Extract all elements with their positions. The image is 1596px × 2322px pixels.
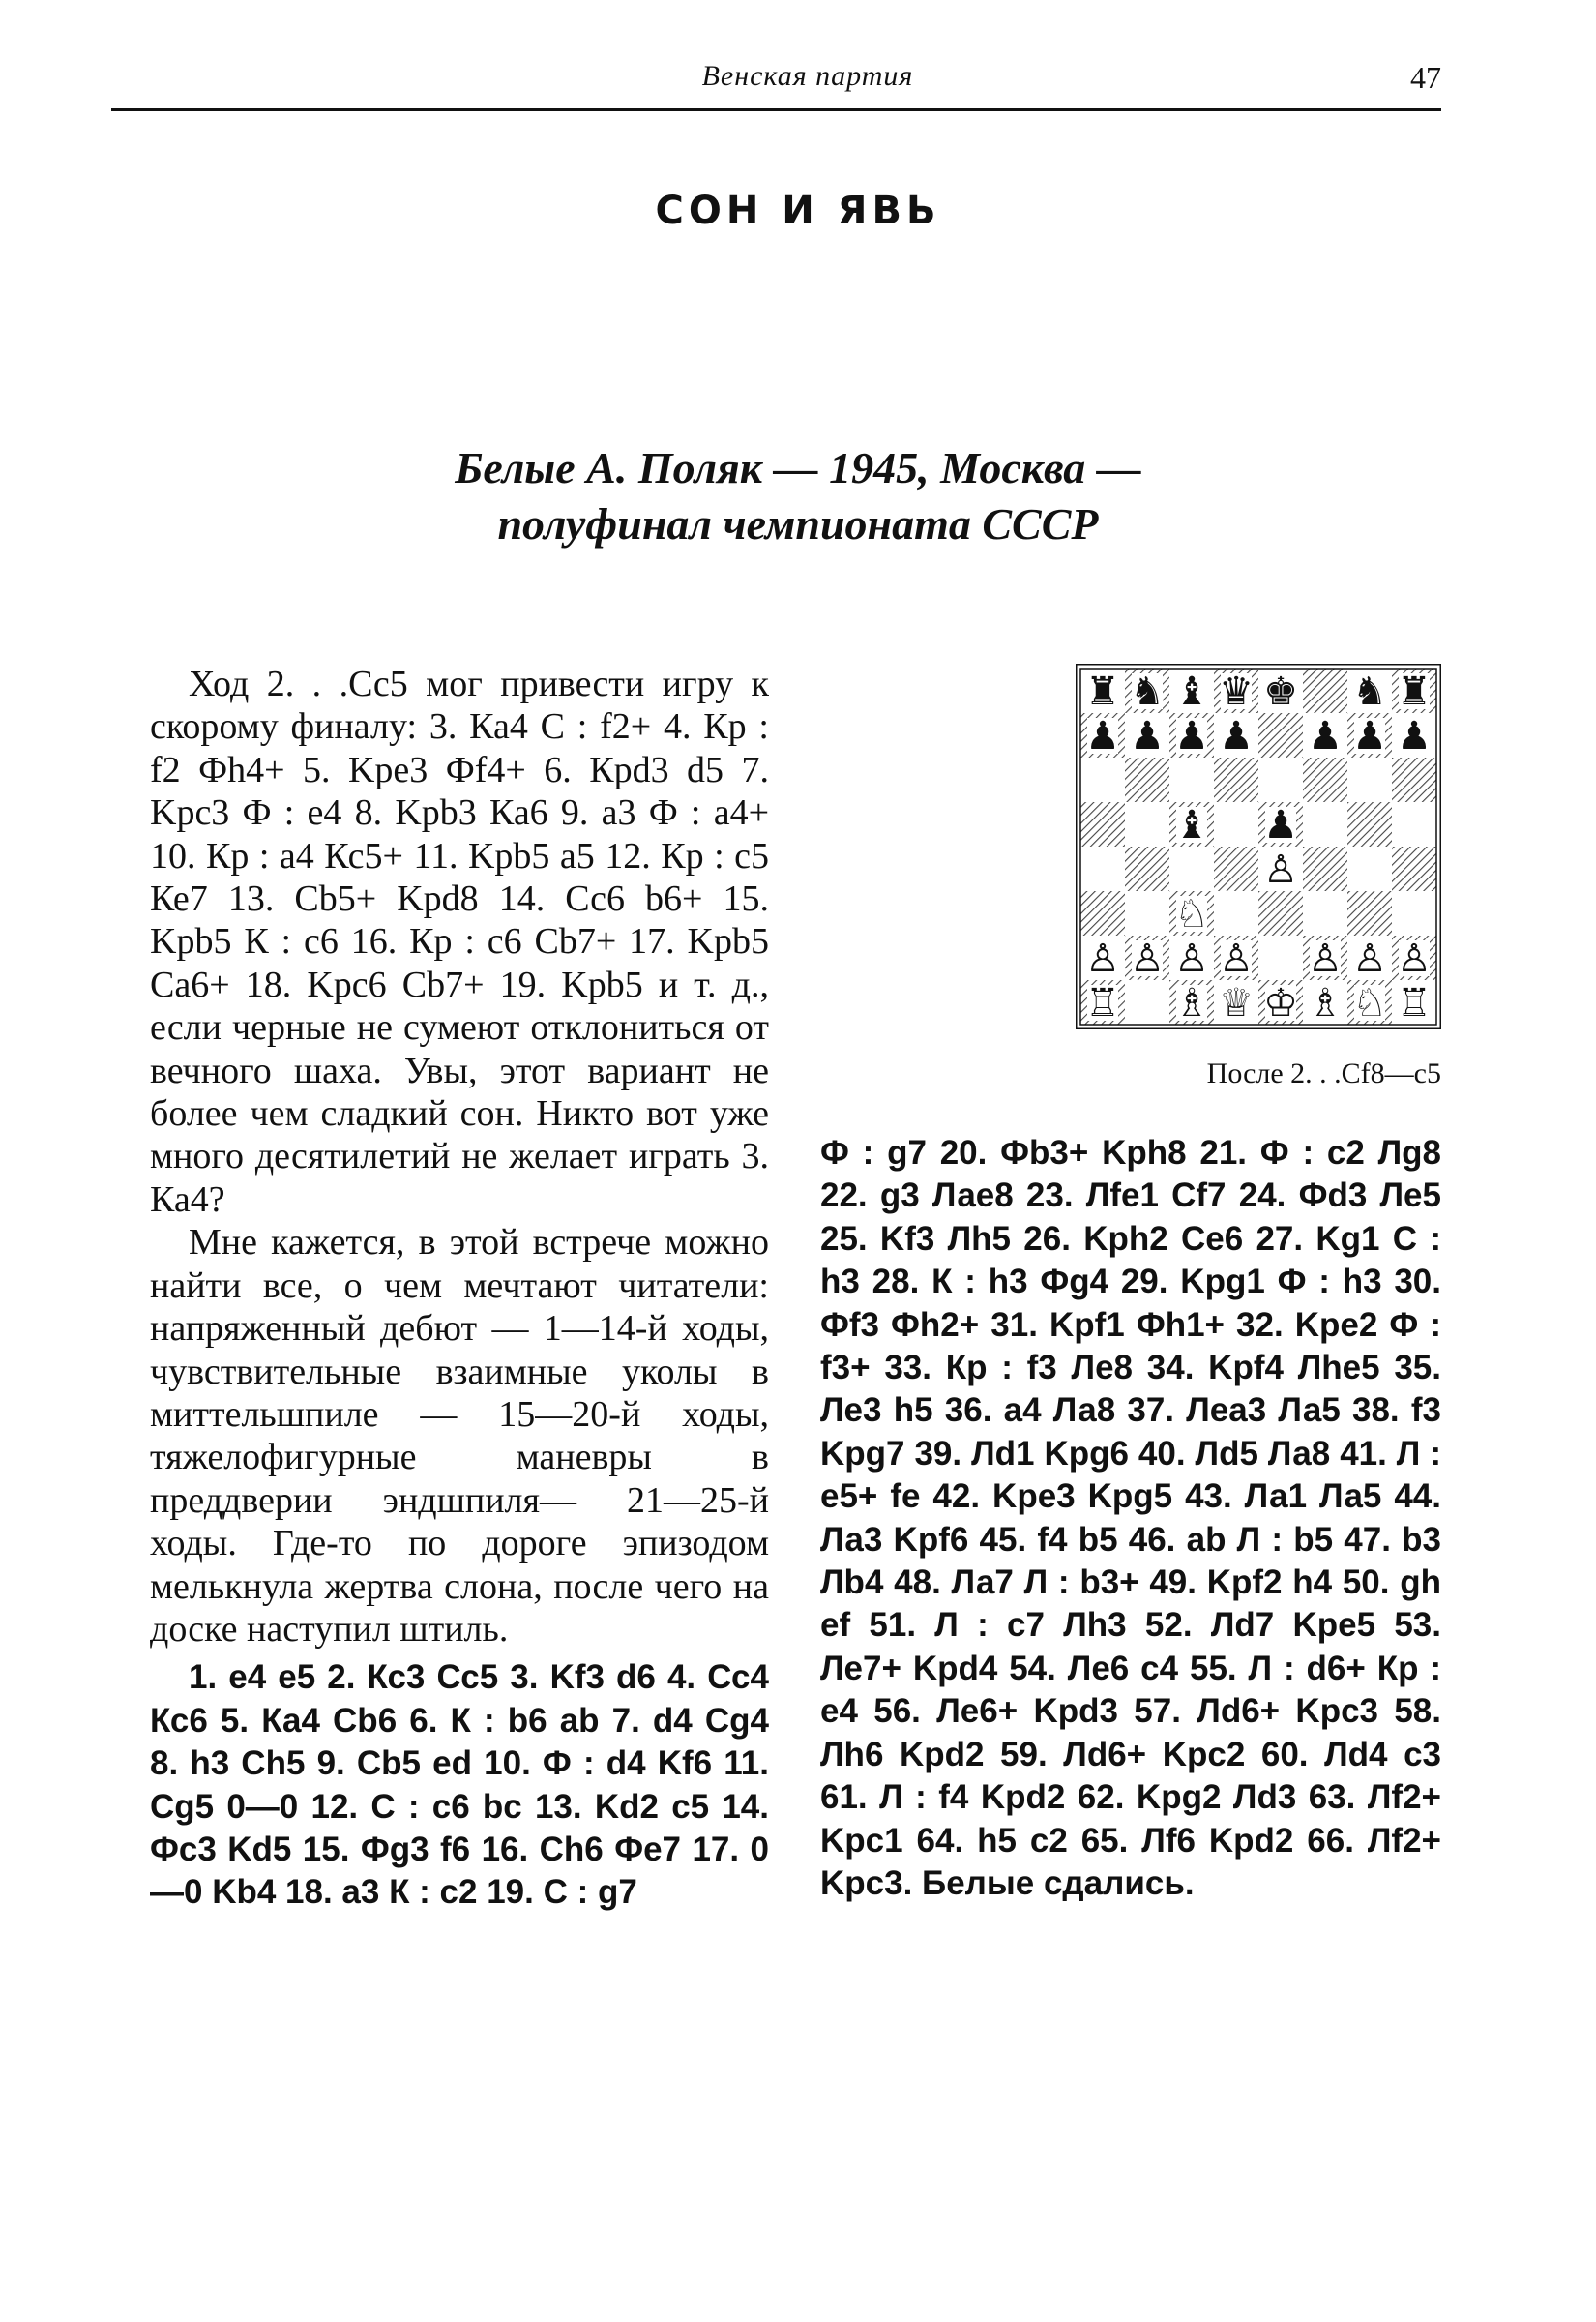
- square-a6: [1080, 758, 1125, 802]
- white-piece-g2: ♙: [1352, 937, 1387, 981]
- square-h3: [1392, 891, 1436, 936]
- square-c4: [1169, 847, 1214, 891]
- square-b3: [1125, 891, 1169, 936]
- game-moves-part-1: 1. е4 е5 2. Кс3 Сс5 3. Kf3 d6 4. Сс4 Кс6 5. Ка4 Cb6 6. К : b6 ab 7. d4 Cg4 8. h3 Ch5 9. Cb5 ed 10. Ф : d4 Kf6 11. Cg5 0—0 12. С : с6 bc 13. Kd2 с5 14. Фс3 Kd5 15. Фg3 f6 16. Ch6 Фе7 17. 0—0 Kb4 18. а3 К : с2 19. С : g7: [150, 1658, 769, 1912]
- square-a4: [1080, 847, 1125, 891]
- game-moves-part-2: Ф : g7 20. Фb3+ Kph8 21. Ф : c2 Лg8 22. g3 Лае8 23. Лfe1 Cf7 24. Фd3 Ле5 25. Kf3 Лh5 26. Kph2 Се6 27. Kg1 С : h3 28. К : h3 Фg4 29. Kpg1 Ф : h3 30. Фf3 Фh2+ 31. Kpf1 Фh1+ 32. Kpe2 Ф : f3+ 33. Кр : f3 Ле8 34. Kpf4 Лhe5 35. Ле3 h5 36. а4 Ла8 37. Леа3 Ла5 38. f3 Kpg7 39. Лd1 Kpg6 40. Лd5 Ла8 41. Л : е5+ fe 42. Kpe3 Kpg5 43. Ла1 Ла5 44. Ла3 Kpf6 45. f4 b5 46. ab Л : b5 47. b3 Лb4 48. Ла7 Л : b3+ 49. Kpf2 h4 50. gh ef 51. Л : с7 Лh3 52. Лd7 Kpe5 53. Ле7+ Kpd4 54. Ле6 с4 55. Л : d6+ Кр : е4 56. Ле6+ Kpd3 57. Лd6+ Kpc3 58. Лh6 Kpd2 59. Лd6+ Kpc2 60. Лd4 с3 61. Л : f4 Kpd2 62. Kpg2 Лd3 63. Лf2+ Kpc1 64. h5 с2 65. Лf6 Kpd2 66. Лf2+ Kpc3. Белые сдались.: [820, 1134, 1441, 1902]
- white-piece-h1: ♖: [1397, 981, 1432, 1026]
- white-piece-d2: ♙: [1219, 937, 1254, 981]
- square-a5: [1080, 802, 1125, 847]
- white-piece-b2: ♙: [1130, 937, 1165, 981]
- square-b1: [1125, 980, 1169, 1025]
- square-f6: [1303, 758, 1347, 802]
- square-d6: [1214, 758, 1258, 802]
- left-column: [150, 663, 769, 1915]
- black-piece-c5: ♝: [1174, 803, 1209, 848]
- square-d5: [1214, 802, 1258, 847]
- running-title: Венская партия: [701, 60, 914, 92]
- intro-paragraph: Ход 2. . .Сс5 мог привести игру к скорому финалу: 3. Ка4 С : f2+ 4. Кр : f2 Фh4+ 5. Kpe3 Фf4+ 6. Кpd3 d5 7. Kpc3 Ф : e4 8. Kpb3 Ка6 9. а3 Ф : а4+ 10. Кр : а4 Кс5+ 11. Kpb5 а5 12. Кр : с5 Ке7 13. Cb5+ Kpd8 14. Сс6 b6+ 15. Kpb5 К : с6 16. Кр : с6 Cb7+ 17. Kpb5 Са6+ 18. Kpc6 Cb7+ 19. Kpb5 и т. д., если черные не сумеют отклониться от вечного шаха. Увы, этот вариант не более чем сладкий сон. Никто вот уже много десятилетий не желает играть 3. Ка4?: [150, 664, 769, 1220]
- square-e7: [1258, 713, 1303, 758]
- black-piece-b7: ♟: [1130, 714, 1165, 759]
- white-piece-d1: ♕: [1219, 981, 1254, 1026]
- square-h4: [1392, 847, 1436, 891]
- diagram-caption: После 2. . .Cf8—c5: [1206, 1057, 1441, 1089]
- square-g3: [1347, 891, 1392, 936]
- black-piece-c7: ♟: [1174, 714, 1209, 759]
- black-piece-h7: ♟: [1397, 714, 1432, 759]
- page-number: 47: [1410, 60, 1441, 95]
- right-column: [820, 1132, 1441, 1905]
- square-f3: [1303, 891, 1347, 936]
- running-head: [111, 60, 1441, 106]
- white-piece-f1: ♗: [1308, 981, 1343, 1026]
- white-piece-g1: ♘: [1352, 981, 1387, 1026]
- black-piece-b8: ♞: [1130, 670, 1165, 714]
- white-piece-c1: ♗: [1174, 981, 1209, 1026]
- white-piece-a1: ♖: [1085, 981, 1120, 1026]
- square-e6: [1258, 758, 1303, 802]
- square-b6: [1125, 758, 1169, 802]
- white-piece-f2: ♙: [1308, 937, 1343, 981]
- white-piece-e4: ♙: [1263, 848, 1298, 892]
- game-info: [290, 440, 1306, 552]
- black-piece-d8: ♛: [1219, 670, 1254, 714]
- game-info-line-2: полуфинал чемпионата СССР: [497, 499, 1099, 549]
- black-piece-h8: ♜: [1397, 670, 1432, 714]
- black-piece-c8: ♝: [1174, 670, 1209, 714]
- square-f4: [1303, 847, 1347, 891]
- white-piece-h2: ♙: [1397, 937, 1432, 981]
- white-piece-c2: ♙: [1174, 937, 1209, 981]
- black-piece-a7: ♟: [1085, 714, 1120, 759]
- square-a3: [1080, 891, 1125, 936]
- black-piece-f7: ♟: [1308, 714, 1343, 759]
- square-e3: [1258, 891, 1303, 936]
- square-c6: [1169, 758, 1214, 802]
- square-g5: [1347, 802, 1392, 847]
- square-g4: [1347, 847, 1392, 891]
- square-b4: [1125, 847, 1169, 891]
- chess-diagram: [1076, 664, 1441, 1029]
- square-d4: [1214, 847, 1258, 891]
- chapter-title: СОН И ЯВЬ: [655, 189, 941, 233]
- square-f5: [1303, 802, 1347, 847]
- square-e2: [1258, 936, 1303, 980]
- square-h6: [1392, 758, 1436, 802]
- black-piece-e5: ♟: [1263, 803, 1298, 848]
- square-b5: [1125, 802, 1169, 847]
- black-piece-g8: ♞: [1352, 670, 1387, 714]
- black-piece-a8: ♜: [1085, 670, 1120, 714]
- black-piece-e8: ♚: [1263, 670, 1298, 714]
- header-rule: [111, 108, 1441, 111]
- game-info-line-1: Белые А. Поляк — 1945, Москва —: [455, 443, 1141, 492]
- white-piece-a2: ♙: [1085, 937, 1120, 981]
- square-h5: [1392, 802, 1436, 847]
- black-piece-d7: ♟: [1219, 714, 1254, 759]
- square-f8: [1303, 669, 1347, 713]
- white-piece-c3: ♘: [1174, 892, 1209, 937]
- black-piece-g7: ♟: [1352, 714, 1387, 759]
- chess-board: [1076, 664, 1441, 1029]
- commentary-paragraph: Мне кажется, в этой встрече можно найти все, о чем мечтают читатели: напряженный дебют — 1—14-й ходы, чувствительные взаимные уколы в миттельшпиле — 15—20-й ходы, тяжелофигурные маневры в преддверии эндшпиля— 21—25-й ходы. Где-то по дороге эпизодом мелькнула жертва слона, после чего на доске наступил штиль.: [150, 1222, 769, 1650]
- white-piece-e1: ♔: [1263, 981, 1298, 1026]
- square-d3: [1214, 891, 1258, 936]
- square-g6: [1347, 758, 1392, 802]
